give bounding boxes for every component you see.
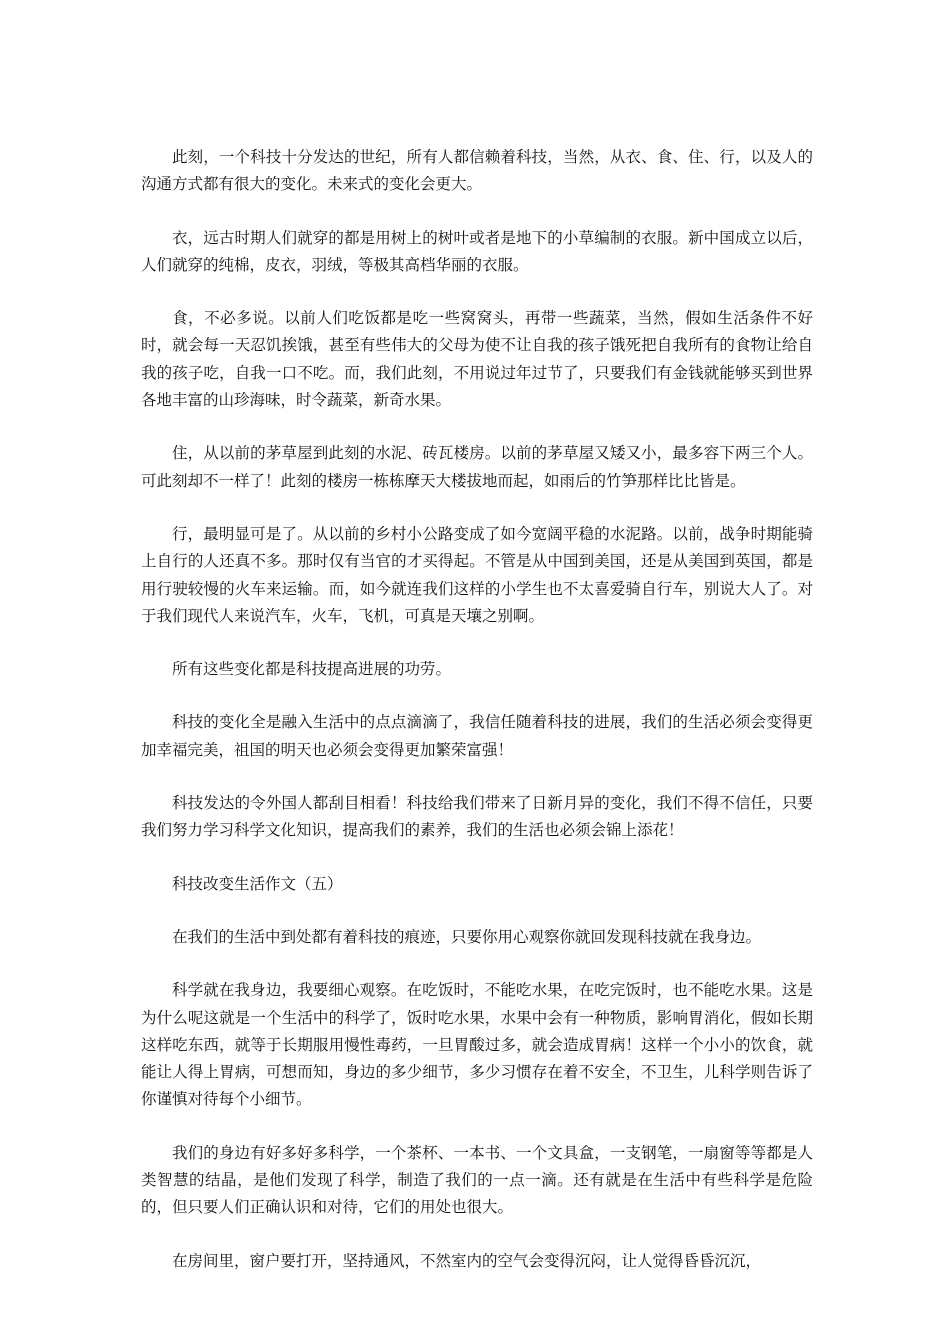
paragraph-science-around: 在我们的生活中到处都有着科技的痕迹，只要你用心观察你就回发现科技就在我身边。 <box>172 927 762 946</box>
paragraph-housing: 住，从以前的茅草屋到此刻的水泥、砖瓦楼房。以前的茅草屋又矮又小，最多容下两三个人。可此刻却不一样了！此刻的楼房一栋栋摩天大楼拔地而起，如雨后的竹笋那样比比皆是。 <box>141 444 813 490</box>
paragraph-summary: 所有这些变化都是科技提高进展的功劳。 <box>172 660 452 679</box>
paragraph-eating-fruit: 科学就在我身边，我要细心观察。在吃饭时，不能吃水果，在吃完饭时，也不能吃水果。这是为什么呢这就是一个生活中的科学了，饭时吃水果，水果中会有一种物质，影响胃消化，假如长期这样吃东西，就等于长期服用慢性毒药，一旦胃酸过多，就会造成胃病！这样一个小小的饮食，就能让人得上胃病，可想而知，身边的多少细节，多少习惯存在着不安全，不卫生，儿科学则告诉了你谨慎对待每个小细节。 <box>141 981 813 1109</box>
section-heading: 科技改变生活作文（五） <box>172 874 343 893</box>
paragraph-everyday-science: 我们的身边有好多好多科学，一个茶杯、一本书、一个文具盒，一支钢笔，一扇窗等等都是人类智慧的结晶，是他们发现了科学，制造了我们的一点一滴。还有就是在生活中有些科学是危险的，但只要人们正确认识和对待，它们的用处也很大。 <box>141 1143 813 1217</box>
paragraph-transport: 行，最明显可是了。从以前的乡村小公路变成了如今宽阔平稳的水泥路。以前，战争时期能骑上自行的人还真不多。那时仅有当官的才买得起。不管是从中国到美国，还是从美国到英国，都是用行驶较慢的火车来运输。而，如今就连我们这样的小学生也不太喜爱骑自行车，别说大人了。对于我们现代人来说汽车，火车，飞机，可真是天壤之别啊。 <box>141 524 813 625</box>
paragraph-future: 科技的变化全是融入生活中的点点滴滴了，我信任随着科技的进展，我们的生活必须会变得更加幸福完美，祖国的明天也必须会变得更加繁荣富强！ <box>141 713 813 759</box>
paragraph-food: 食，不必多说。以前人们吃饭都是吃一些窝窝头，再带一些蔬菜，当然，假如生活条件不好时，就会每一天忍饥挨饿，甚至有些伟大的父母为使不让自我的孩子饿死把自我所有的食物让给自我的孩子吃，自我一口不吃。而，我们此刻，不用说过年过节了，只要我们有金钱就能够买到世界各地丰富的山珍海味，时令蔬菜，新奇水果。 <box>141 309 813 410</box>
paragraph-clothing: 衣，远古时期人们就穿的都是用树上的树叶或者是地下的小草编制的衣服。新中国成立以后，人们就穿的纯棉，皮衣，羽绒，等极其高档华丽的衣服。 <box>141 228 813 274</box>
paragraph-ventilation: 在房间里，窗户要打开，坚持通风，不然室内的空气会变得沉闷，让人觉得昏昏沉沉， <box>172 1251 762 1270</box>
paragraph-conclusion: 科技发达的令外国人都刮目相看！科技给我们带来了日新月异的变化，我们不得不信任，只要我们努力学习科学文化知识，提高我们的素养，我们的生活也必须会锦上添花！ <box>141 794 813 840</box>
document-page <box>141 144 813 1301</box>
paragraph-intro: 此刻，一个科技十分发达的世纪，所有人都信赖着科技，当然，从衣、食、住、行，以及人的沟通方式都有很大的变化。未来式的变化会更大。 <box>141 148 813 194</box>
